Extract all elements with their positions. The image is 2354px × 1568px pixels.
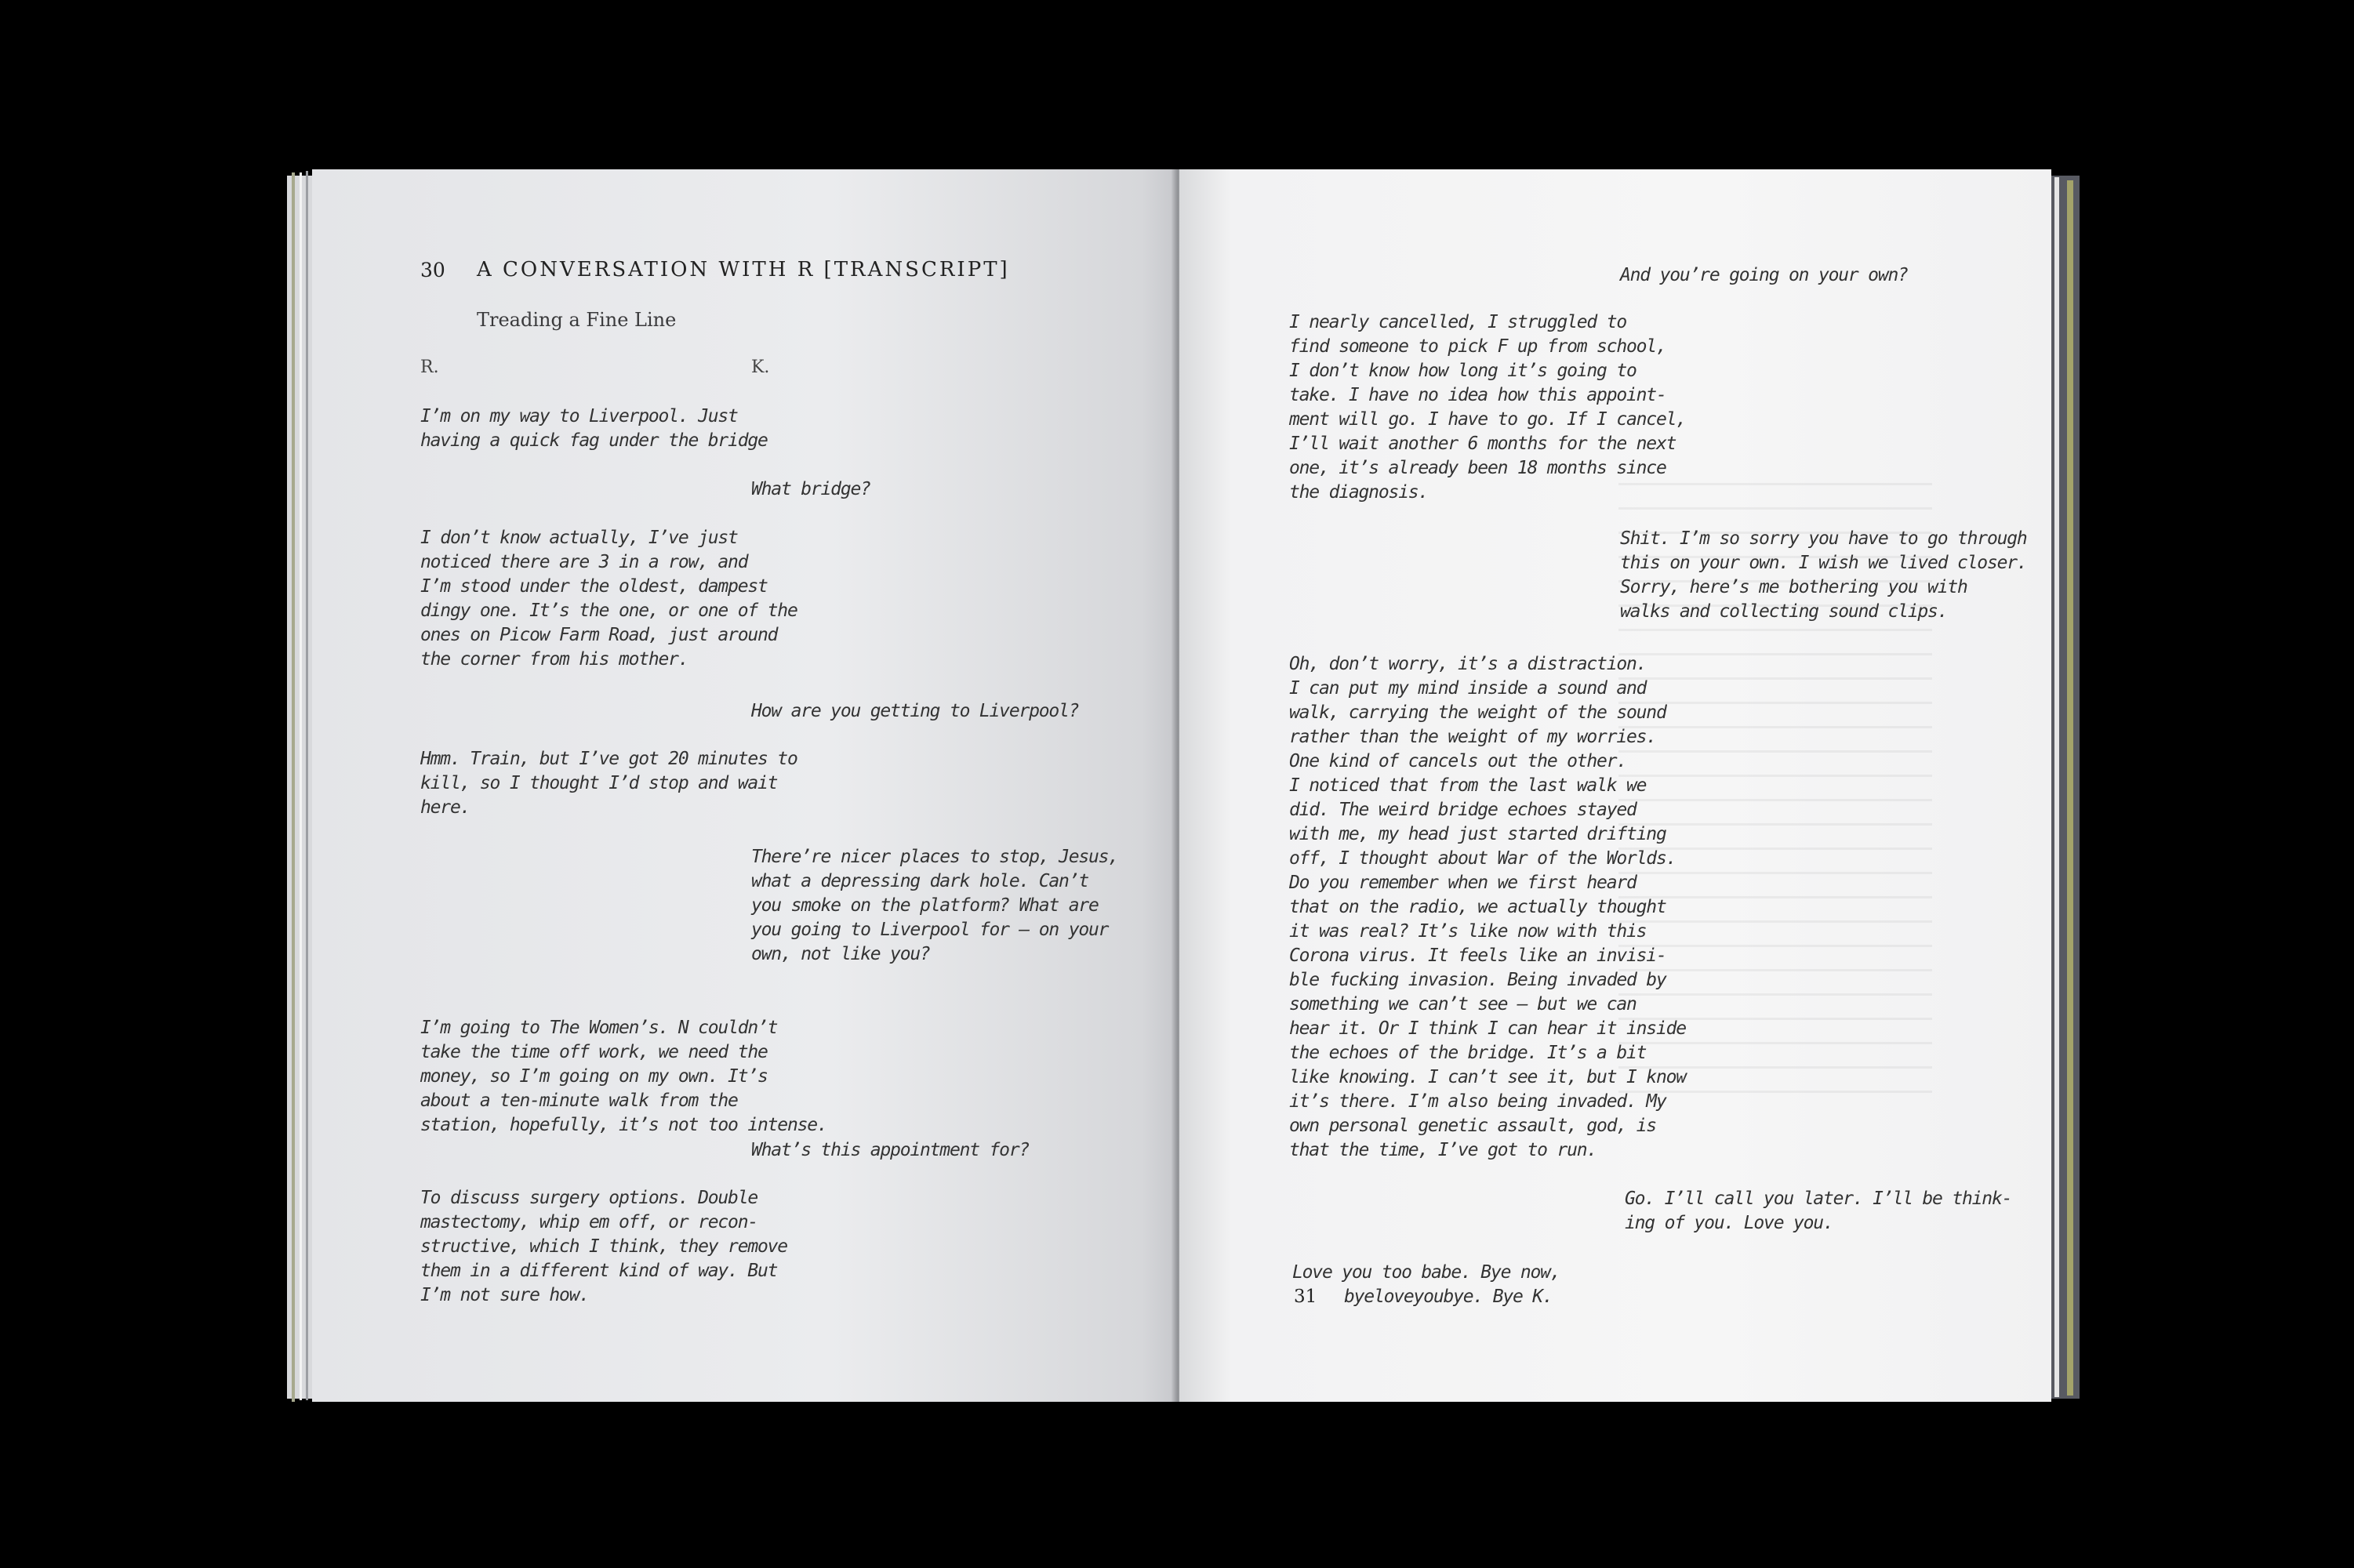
k-line-block-5 xyxy=(1620,527,2027,624)
text-line: it was real? It’s like now with this xyxy=(1289,921,1647,942)
k-line-block-1 xyxy=(751,477,870,502)
text-line: like knowing. I can’t see it, but I know xyxy=(1289,1067,1686,1087)
text-line: one, it’s already been 18 months since xyxy=(1289,458,1666,478)
text-line: having a quick fag under the bridge xyxy=(420,430,768,451)
section-subtitle: Treading a Fine Line xyxy=(477,309,677,331)
text-line: Do you remember when we first heard xyxy=(1289,873,1637,893)
text-line: own, not like you? xyxy=(751,944,930,964)
text-line: take. I have no idea how this appoint- xyxy=(1289,385,1666,405)
right-page-edge-accent xyxy=(2067,180,2073,1396)
text-line: Go. I’ll call you later. I’ll be think- xyxy=(1625,1189,2012,1209)
k-line-top xyxy=(1620,263,1908,288)
r-line-block-8 xyxy=(1292,1261,1560,1309)
text-line: And you’re going on your own? xyxy=(1620,265,1908,285)
left-page-number: 30 xyxy=(420,259,445,281)
text-line: them in a different kind of way. But xyxy=(420,1261,778,1281)
text-line: walk, carrying the weight of the sound xyxy=(1289,702,1666,723)
text-line: off, I thought about War of the Worlds. xyxy=(1289,848,1676,869)
k-line-block-4 xyxy=(751,1138,1029,1163)
text-line: ones on Picow Farm Road, just around xyxy=(420,625,778,645)
text-line: One kind of cancels out the other. xyxy=(1289,751,1627,771)
text-line: noticed there are 3 in a row, and xyxy=(420,552,748,572)
text-line: ble fucking invasion. Being invaded by xyxy=(1289,970,1666,990)
text-line: money, so I’m going on my own. It’s xyxy=(420,1066,768,1087)
left-page-edge-shadow xyxy=(306,171,308,1400)
text-line: that the time, I’ve got to run. xyxy=(1289,1140,1597,1160)
text-line: I’m going to The Women’s. N couldn’t xyxy=(420,1018,778,1038)
r-line-block-2 xyxy=(420,526,797,672)
text-line: To discuss surgery options. Double xyxy=(420,1188,758,1208)
running-head: A CONVERSATION WITH R [TRANSCRIPT] xyxy=(477,258,1010,281)
text-line: Sorry, here’s me bothering you with xyxy=(1620,577,1967,597)
text-line: I’ll wait another 6 months for the next xyxy=(1289,434,1676,454)
text-line: find someone to pick F up from school, xyxy=(1289,336,1666,357)
text-line: station, hopefully, it’s not too intense. xyxy=(420,1115,827,1135)
text-line: There’re nicer places to stop, Jesus, xyxy=(751,847,1118,867)
text-line: What bridge? xyxy=(751,479,870,499)
r-line-block-6 xyxy=(1289,310,1686,505)
text-line: hear it. Or I think I can hear it inside xyxy=(1289,1018,1686,1039)
text-line: it’s there. I’m also being invaded. My xyxy=(1289,1091,1666,1112)
k-line-block-6 xyxy=(1625,1187,2011,1236)
text-line: How are you getting to Liverpool? xyxy=(751,701,1079,721)
text-line: I noticed that from the last walk we xyxy=(1289,775,1647,796)
text-line: the echoes of the bridge. It’s a bit xyxy=(1289,1043,1647,1063)
text-line: what a depressing dark hole. Can’t xyxy=(751,871,1089,891)
text-line: here. xyxy=(420,797,470,818)
text-line: Shit. I’m so sorry you have to go through xyxy=(1620,528,2027,549)
text-line: I’m not sure how. xyxy=(420,1285,590,1305)
text-line: I nearly cancelled, I struggled to xyxy=(1289,312,1627,332)
text-line: Corona virus. It feels like an invisi- xyxy=(1289,946,1666,966)
text-line: kill, so I thought I’d stop and wait xyxy=(420,773,778,793)
text-line: rather than the weight of my worries. xyxy=(1289,727,1656,747)
right-page xyxy=(1179,169,2051,1402)
text-line: I don’t know how long it’s going to xyxy=(1289,361,1637,381)
text-line: Hmm. Train, but I’ve got 20 minutes to xyxy=(420,749,797,769)
text-line: the diagnosis. xyxy=(1289,482,1429,503)
text-line: I’m on my way to Liverpool. Just xyxy=(420,406,738,426)
text-line: take the time off work, we need the xyxy=(420,1042,768,1062)
text-line: ment will go. I have to go. If I cancel, xyxy=(1289,409,1686,430)
text-line: mastectomy, whip em off, or recon- xyxy=(420,1212,758,1232)
text-line: Love you too babe. Bye now, xyxy=(1292,1262,1560,1283)
text-line: I don’t know actually, I’ve just xyxy=(420,528,738,548)
r-line-block-3 xyxy=(420,747,797,820)
text-line: Oh, don’t worry, it’s a distraction. xyxy=(1289,654,1647,674)
text-line: ing of you. Love you. xyxy=(1625,1213,1833,1233)
text-line: the corner from his mother. xyxy=(420,649,688,670)
text-line: did. The weird bridge echoes stayed xyxy=(1289,800,1637,820)
text-line: this on your own. I wish we lived closer. xyxy=(1620,553,2027,573)
text-line: that on the radio, we actually thought xyxy=(1289,897,1666,917)
text-line: about a ten-minute walk from the xyxy=(420,1091,738,1111)
text-line: walks and collecting sound clips. xyxy=(1620,601,1948,622)
text-line: own personal genetic assault, god, is xyxy=(1289,1116,1656,1136)
text-line: you smoke on the platform? What are xyxy=(751,895,1099,916)
r-line-block-5 xyxy=(420,1186,787,1308)
left-page xyxy=(312,169,1176,1402)
speaker-r-label: R. xyxy=(420,358,439,377)
r-line-block-4 xyxy=(420,1016,827,1138)
speaker-k-label: K. xyxy=(751,358,770,377)
right-page-edge-sheet xyxy=(2054,177,2059,1397)
text-line: byeloveyoubye. Bye K. xyxy=(1344,1287,1553,1307)
k-line-block-2 xyxy=(751,699,1078,724)
left-page-edge-accent xyxy=(292,172,295,1402)
text-line: I can put my mind inside a sound and xyxy=(1289,678,1647,699)
text-line: dingy one. It’s the one, or one of the xyxy=(420,601,797,621)
text-line: with me, my head just started drifting xyxy=(1289,824,1666,844)
text-line: structive, which I think, they remove xyxy=(420,1236,787,1257)
left-page-edge-sheet xyxy=(300,172,302,1400)
r-line-block-1 xyxy=(420,405,768,453)
text-line: I’m stood under the oldest, dampest xyxy=(420,576,768,597)
r-line-block-7 xyxy=(1289,652,1686,1163)
text-line: you going to Liverpool for – on your xyxy=(751,920,1109,940)
text-line: something we can’t see – but we can xyxy=(1289,994,1637,1014)
text-line: What’s this appointment for? xyxy=(751,1140,1030,1160)
right-page-number: 31 xyxy=(1294,1287,1317,1307)
k-line-block-3 xyxy=(751,845,1118,967)
